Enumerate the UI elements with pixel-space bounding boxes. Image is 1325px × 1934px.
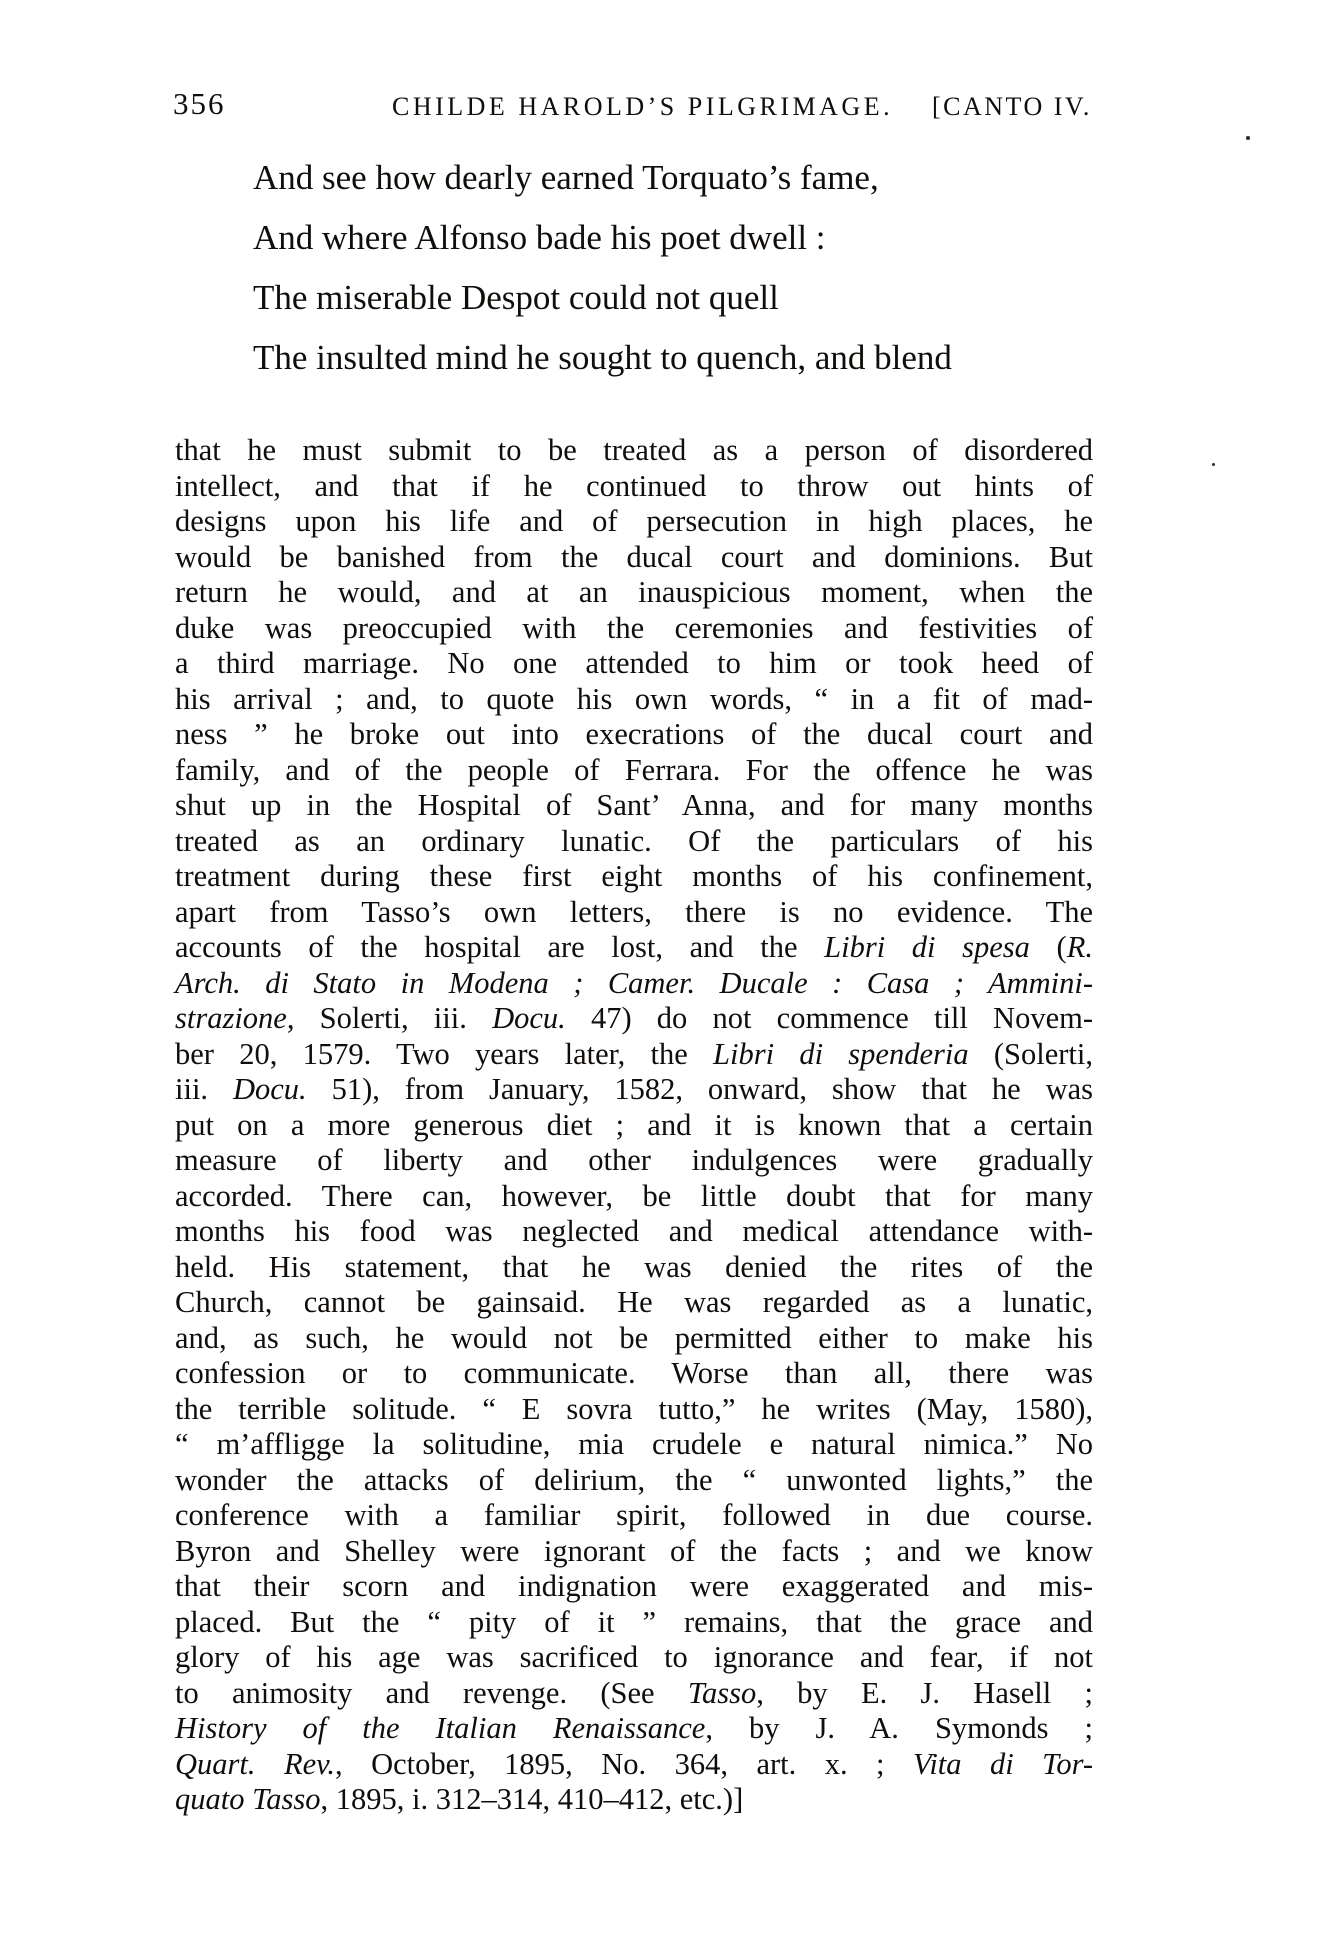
note-line: “ m’affligge la solitudine, mia crudele e natural nimica.” No [175, 1427, 1093, 1461]
note-line: treatment during these first eight months of his confinement, [175, 859, 1093, 893]
note-line: family, and of the people of Ferrara. For the offence he was [175, 752, 1093, 787]
verse-line: And see how dearly earned Torquato’s fame, [253, 158, 879, 197]
note-line: ness ” he broke out into execrations of the ducal court and [175, 717, 1093, 751]
note-line: strazione, Solerti, iii. Docu. 47) do not commence till Novem- [175, 1001, 1093, 1035]
note-line: duke was preoccupied with the ceremonies and festivities of [175, 610, 1093, 645]
note-line: History of the Italian Renaissance, by J. A. Symonds ; [175, 1711, 1093, 1745]
note-line: confession or to communicate. Worse than all, there was [175, 1356, 1093, 1390]
verse-line: The insulted mind he sought to quench, and blend [253, 338, 952, 377]
scan-speck [1246, 136, 1250, 140]
note-line: and, as such, he would not be permitted either to make his [175, 1320, 1093, 1355]
note-line: glory of his age was sacrificed to ignorance and fear, if not [175, 1640, 1093, 1674]
canto-label: [CANTO IV. [932, 92, 1092, 121]
verse-line: The miserable Despot could not quell [253, 278, 779, 317]
note-line: intellect, and that if he continued to throw out hints of [175, 468, 1093, 503]
note-line: iii. Docu. 51), from January, 1582, onward, show that he was [175, 1072, 1094, 1106]
note-line: accounts of the hospital are lost, and the Libri di spesa (R. [175, 930, 1093, 964]
note-line: treated as an ordinary lunatic. Of the particulars of his [175, 823, 1093, 858]
note-line: the terrible solitude. “ E sovra tutto,” he writes (May, 1580), [175, 1391, 1093, 1426]
editorial-note-block [175, 433, 1093, 1818]
note-line: Byron and Shelley were ignorant of the facts ; and we know [175, 1533, 1093, 1568]
note-line: a third marriage. No one attended to him or took heed of [175, 646, 1093, 680]
scan-speck [1212, 463, 1215, 466]
note-line: measure of liberty and other indulgences were gradually [175, 1143, 1093, 1177]
page-number: 356 [173, 86, 226, 121]
note-line: placed. But the “ pity of it ” remains, that the grace and [175, 1604, 1093, 1639]
note-line: that he must submit to be treated as a person of disordered [175, 433, 1093, 467]
note-line: ber 20, 1579. Two years later, the Libri di spenderia (Solerti, [175, 1036, 1093, 1071]
note-line: to animosity and revenge. (See Tasso, by E. J. Hasell ; [175, 1675, 1093, 1710]
note-line: Church, cannot be gainsaid. He was regarded as a lunatic, [175, 1285, 1093, 1319]
verse-block [253, 148, 952, 388]
note-line: quato Tasso, 1895, i. 312–314, 410–412, etc.)] [175, 1782, 744, 1816]
note-line: return he would, and at an inauspicious moment, when the [175, 575, 1093, 609]
note-line: held. His statement, that he was denied the rites of the [175, 1249, 1093, 1284]
running-title: CHILDE HAROLD’S PILGRIMAGE. [392, 92, 894, 121]
note-line: Arch. di Stato in Modena ; Camer. Ducale : Casa ; Ammini- [175, 965, 1093, 1000]
note-line: would be banished from the ducal court and dominions. But [175, 539, 1093, 574]
note-line: months his food was neglected and medical attendance with- [175, 1214, 1093, 1248]
note-line: shut up in the Hospital of Sant’ Anna, and for many months [175, 788, 1093, 822]
note-line: conference with a familiar spirit, followed in due course. [175, 1498, 1093, 1532]
note-line: accorded. There can, however, be little doubt that for many [175, 1178, 1093, 1213]
note-line: that their scorn and indignation were exaggerated and mis- [175, 1569, 1093, 1603]
note-line: Quart. Rev., October, 1895, No. 364, art. x. ; Vita di Tor- [175, 1746, 1093, 1781]
note-line: designs upon his life and of persecution in high places, he [175, 504, 1093, 538]
note-line: his arrival ; and, to quote his own words, “ in a fit of mad- [175, 681, 1093, 716]
note-line: wonder the attacks of delirium, the “ unwonted lights,” the [175, 1462, 1093, 1497]
note-line: put on a more generous diet ; and it is known that a certain [175, 1107, 1093, 1142]
verse-line: And where Alfonso bade his poet dwell : [253, 218, 826, 257]
note-line: apart from Tasso’s own letters, there is no evidence. The [175, 894, 1093, 929]
